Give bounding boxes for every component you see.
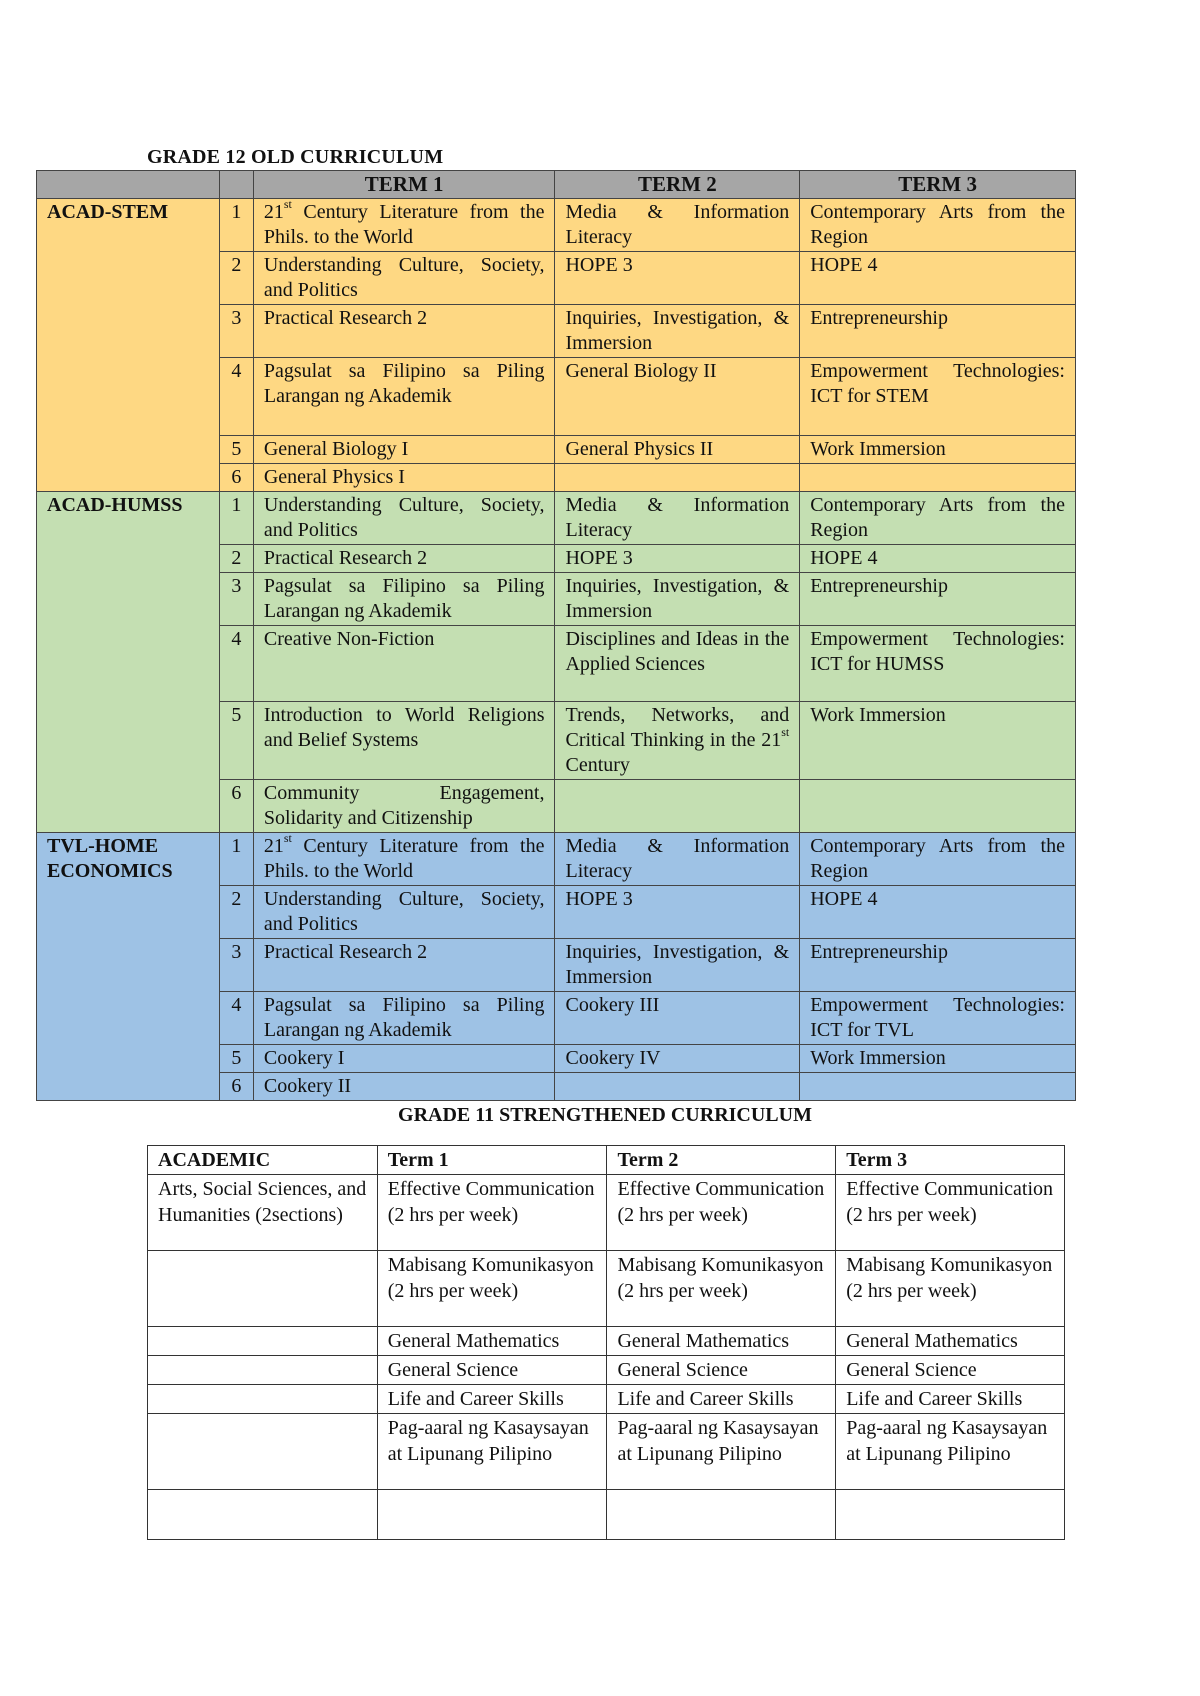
header-term-2: Term 2 [607,1146,836,1175]
term-2-subject: Media & Information Literacy [555,492,800,545]
subject-number: 6 [219,1073,253,1101]
old-curriculum-header-row [37,171,1076,199]
track-cell: Arts, Social Sciences, and Humanities (2sections) [148,1175,378,1251]
term-3-subject: Work Immersion [800,1045,1076,1073]
ordinal-superscript: st [283,831,292,846]
curriculum-row [37,199,1076,252]
term-3-subject: Work Immersion [800,436,1076,464]
term-1-subject: Practical Research 2 [253,305,555,358]
curriculum-row [37,492,1076,545]
header-term-1: TERM 1 [253,171,555,199]
term-2-subject: Inquiries, Investigation, & Immersion [555,939,800,992]
term-2-subject: Disciplines and Ideas in the Applied Sciences [555,626,800,702]
term-2-subject: General Physics II [555,436,800,464]
term-2-subject: Inquiries, Investigation, & Immersion [555,573,800,626]
subject-number: 3 [219,305,253,358]
subject-text-prefix: Trends, Networks, and Critical Thinking in the 21 [565,704,790,751]
subject-number: 1 [219,199,253,252]
term-1-subject: General Physics I [253,464,555,492]
track-cell [148,1356,378,1385]
term-3-subject: Mabisang Komunikasyon (2 hrs per week) [836,1251,1065,1327]
strand-name: TVL-HOME ECONOMICS [37,833,220,1101]
term-1-subject: Pagsulat sa Filipino sa Piling Larangan ng Akademik [253,573,555,626]
term-2-subject: General Mathematics [607,1327,836,1356]
header-term-3: TERM 3 [800,171,1076,199]
term-3-subject: Life and Career Skills [836,1385,1065,1414]
term-3-subject: HOPE 4 [800,545,1076,573]
curriculum-row [148,1356,1065,1385]
ordinal-superscript: st [283,197,292,212]
strand-name: ACAD-HUMSS [37,492,220,833]
header-term-2: TERM 2 [555,171,800,199]
term-1-subject: Life and Career Skills [377,1385,607,1414]
term-3-subject: Contemporary Arts from the Region [800,492,1076,545]
term-3-subject [800,1073,1076,1101]
header-term-3: Term 3 [836,1146,1065,1175]
term-3-subject: Contemporary Arts from the Region [800,833,1076,886]
subject-number: 1 [219,833,253,886]
term-2-subject: HOPE 3 [555,545,800,573]
old-curriculum-table [36,170,1076,1101]
old-curriculum-title: GRADE 12 OLD CURRICULUM [147,146,444,168]
subject-number: 4 [219,358,253,436]
subject-text-prefix: 21 [263,835,284,857]
term-3-subject: Empowerment Technologies: ICT for STEM [800,358,1076,436]
track-cell [148,1251,378,1327]
term-2-subject: HOPE 3 [555,886,800,939]
term-3-subject [836,1490,1065,1540]
term-2-subject [555,780,800,833]
ordinal-superscript: st [781,725,790,740]
new-curriculum-header-row [148,1146,1065,1175]
new-curriculum-table [147,1145,1065,1540]
curriculum-row [148,1414,1065,1490]
subject-text: Century Literature from the Phils. to the World [263,201,545,248]
term-3-subject: HOPE 4 [800,252,1076,305]
subject-number: 4 [219,626,253,702]
term-2-subject: General Science [607,1356,836,1385]
curriculum-row [148,1251,1065,1327]
new-curriculum-title: GRADE 11 STRENGTHENED CURRICULUM [398,1104,812,1126]
term-1-subject: Practical Research 2 [253,939,555,992]
strand-name: ACAD-STEM [37,199,220,492]
term-1-subject: Understanding Culture, Society, and Politics [253,492,555,545]
term-1-subject: Effective Communication (2 hrs per week) [377,1175,607,1251]
term-2-subject: Cookery IV [555,1045,800,1073]
term-3-subject: Effective Communication (2 hrs per week) [836,1175,1065,1251]
term-2-subject [555,702,800,780]
term-1-subject: Community Engagement, Solidarity and Citizenship [253,780,555,833]
term-2-subject [555,464,800,492]
term-1-subject: Mabisang Komunikasyon (2 hrs per week) [377,1251,607,1327]
subject-number: 6 [219,780,253,833]
term-1-subject: Creative Non-Fiction [253,626,555,702]
term-1-subject: Pagsulat sa Filipino sa Piling Larangan ng Akademik [253,358,555,436]
subject-number: 5 [219,702,253,780]
subject-number: 1 [219,492,253,545]
term-2-subject: Media & Information Literacy [555,833,800,886]
subject-text-prefix: 21 [263,201,284,223]
header-academic: ACADEMIC [148,1146,378,1175]
term-2-subject: Effective Communication (2 hrs per week) [607,1175,836,1251]
term-2-subject: Pag-aaral ng Kasaysayan at Lipunang Pilipino [607,1414,836,1490]
term-3-subject [800,780,1076,833]
term-3-subject: Entrepreneurship [800,573,1076,626]
curriculum-row [37,833,1076,886]
subject-number: 2 [219,886,253,939]
term-2-subject: Life and Career Skills [607,1385,836,1414]
term-1-subject [253,199,555,252]
header-term-1: Term 1 [377,1146,607,1175]
term-2-subject [555,1073,800,1101]
term-1-subject: Pagsulat sa Filipino sa Piling Larangan ng Akademik [253,992,555,1045]
curriculum-row [148,1490,1065,1540]
subject-number: 2 [219,252,253,305]
term-1-subject: Understanding Culture, Society, and Politics [253,252,555,305]
subject-number: 5 [219,1045,253,1073]
curriculum-row [148,1175,1065,1251]
header-blank-group [37,171,220,199]
track-cell [148,1414,378,1490]
term-1-subject: General Biology I [253,436,555,464]
term-3-subject: Empowerment Technologies: ICT for HUMSS [800,626,1076,702]
subject-number: 5 [219,436,253,464]
term-1-subject: Cookery I [253,1045,555,1073]
term-3-subject: Entrepreneurship [800,305,1076,358]
term-3-subject: Entrepreneurship [800,939,1076,992]
track-cell [148,1385,378,1414]
track-cell [148,1490,378,1540]
subject-number: 3 [219,939,253,992]
subject-number: 4 [219,992,253,1045]
subject-text: Century [565,754,630,776]
term-2-subject: Mabisang Komunikasyon (2 hrs per week) [607,1251,836,1327]
header-blank-number [219,171,253,199]
subject-number: 6 [219,464,253,492]
term-2-subject: General Biology II [555,358,800,436]
curriculum-row [148,1385,1065,1414]
subject-text: Century Literature from the Phils. to the World [263,835,545,882]
term-1-subject: Cookery II [253,1073,555,1101]
term-1-subject [253,833,555,886]
term-2-subject: Inquiries, Investigation, & Immersion [555,305,800,358]
subject-number: 2 [219,545,253,573]
term-2-subject: HOPE 3 [555,252,800,305]
term-2-subject [607,1490,836,1540]
term-3-subject: Pag-aaral ng Kasaysayan at Lipunang Pilipino [836,1414,1065,1490]
term-1-subject: Pag-aaral ng Kasaysayan at Lipunang Pilipino [377,1414,607,1490]
subject-number: 3 [219,573,253,626]
term-2-subject: Media & Information Literacy [555,199,800,252]
term-1-subject: General Mathematics [377,1327,607,1356]
term-3-subject [800,464,1076,492]
term-1-subject: General Science [377,1356,607,1385]
term-3-subject: HOPE 4 [800,886,1076,939]
term-1-subject: Practical Research 2 [253,545,555,573]
term-3-subject: General Mathematics [836,1327,1065,1356]
term-3-subject: Work Immersion [800,702,1076,780]
curriculum-row [148,1327,1065,1356]
track-cell [148,1327,378,1356]
term-1-subject [377,1490,607,1540]
term-3-subject: Empowerment Technologies: ICT for TVL [800,992,1076,1045]
term-1-subject: Understanding Culture, Society, and Politics [253,886,555,939]
term-1-subject: Introduction to World Religions and Belief Systems [253,702,555,780]
term-3-subject: Contemporary Arts from the Region [800,199,1076,252]
term-3-subject: General Science [836,1356,1065,1385]
term-2-subject: Cookery III [555,992,800,1045]
